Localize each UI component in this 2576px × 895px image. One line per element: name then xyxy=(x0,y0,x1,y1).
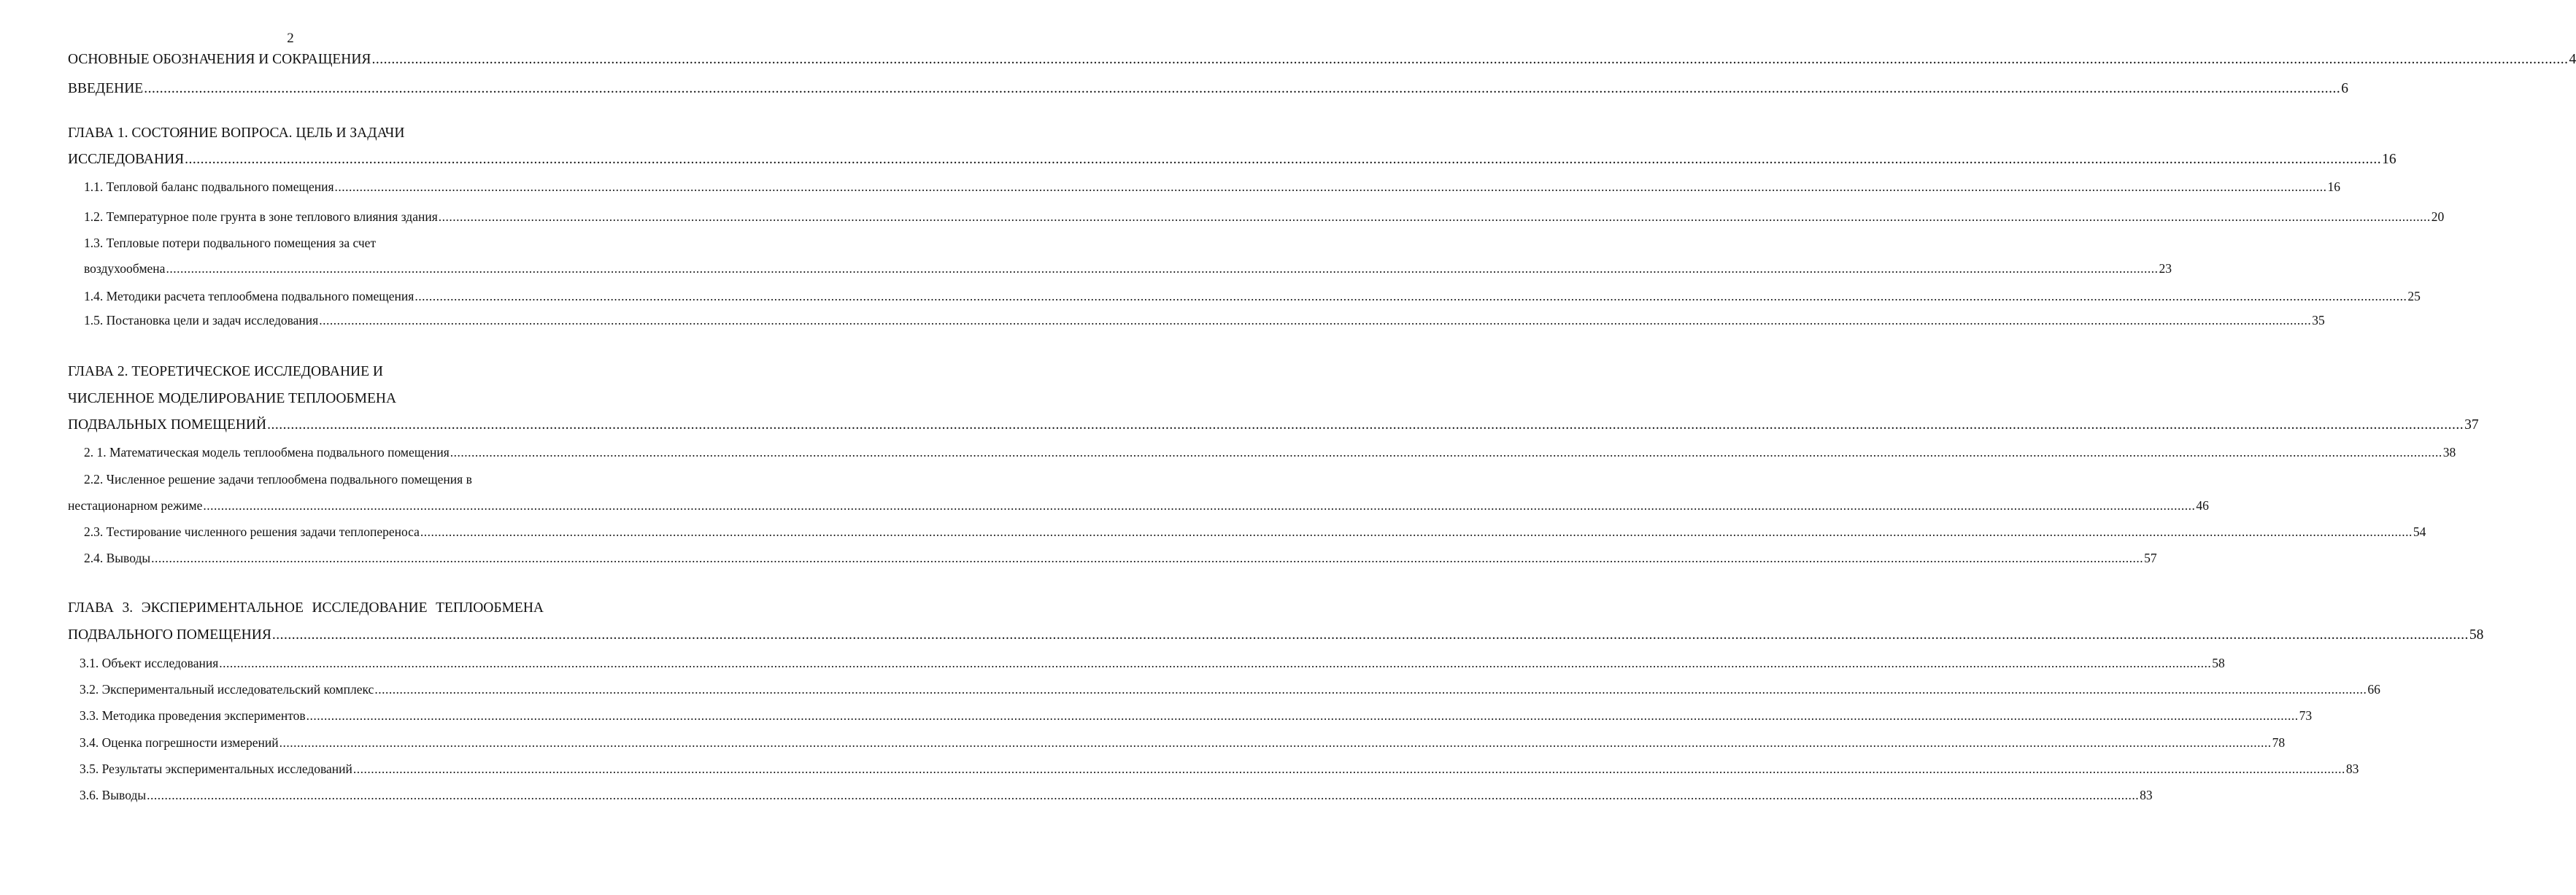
toc-leader-dots: ................................................................................................................................................................................................................................................................................................................................................................................................................................................................................................................................................................................ xyxy=(267,417,2464,433)
toc-leader-dots: ................................................................................................................................................................................................................................................................................................................................................................................................................................................................................................................................................................................ xyxy=(203,498,2196,513)
toc-entry-title: 2.3. Тестирование численного решения задачи теплопереноса xyxy=(84,524,420,539)
toc-entry-page: 37 xyxy=(2464,417,2479,433)
toc-entry-page: 6 xyxy=(2341,81,2348,96)
toc-leader-dots: ................................................................................................................................................................................................................................................................................................................................................................................................................................................................................................................................................................................ xyxy=(319,313,2312,328)
toc-entry-1-1 xyxy=(84,178,2341,195)
toc-entry-chapter-3 xyxy=(68,627,2484,644)
toc-leader-dots: ................................................................................................................................................................................................................................................................................................................................................................................................................................................................................................................................................................................ xyxy=(166,261,2159,276)
toc-entry-1-2 xyxy=(84,208,2445,225)
toc-entry-page: 58 xyxy=(2212,656,2225,670)
toc-entry-chapter-2 xyxy=(68,416,2479,434)
toc-leader-dots: ................................................................................................................................................................................................................................................................................................................................................................................................................................................................................................................................................................................ xyxy=(438,209,2431,224)
toc-entry-title: 3.6. Выводы xyxy=(80,788,147,802)
toc-entry-page: 16 xyxy=(2382,152,2396,167)
toc-entry-2-4 xyxy=(84,549,2157,567)
toc-entry-3-6 xyxy=(80,786,2153,804)
toc-leader-dots: ................................................................................................................................................................................................................................................................................................................................................................................................................................................................................................................................................................................ xyxy=(306,708,2299,723)
toc-entry-3-3 xyxy=(80,707,2313,724)
toc-entry-chapter-1 xyxy=(68,151,2396,168)
toc-entry-page: 35 xyxy=(2312,313,2325,328)
toc-leader-dots: ................................................................................................................................................................................................................................................................................................................................................................................................................................................................................................................................................................................ xyxy=(271,627,2469,643)
toc-entry-title: 1.1. Тепловой баланс подвального помещения xyxy=(84,179,334,194)
chapter-2-title-line2: ЧИСЛЕННОЕ МОДЕЛИРОВАНИЕ ТЕПЛООБМЕНА xyxy=(68,391,397,406)
toc-entry-title: ПОДВАЛЬНОГО ПОМЕЩЕНИЯ xyxy=(68,627,271,643)
toc-entry-page: 73 xyxy=(2299,708,2313,723)
toc-entry-title: 3.5. Результаты экспериментальных исследований xyxy=(80,762,352,776)
toc-entry-title: 1.5. Постановка цели и задач исследования xyxy=(84,313,319,328)
toc-entry-title: ВВЕДЕНИЕ xyxy=(68,81,144,96)
toc-entry-title: 3.4. Оценка погрешности измерений xyxy=(80,735,279,750)
toc-entry-page: 83 xyxy=(2140,788,2153,802)
toc-leader-dots: ................................................................................................................................................................................................................................................................................................................................................................................................................................................................................................................................................................................ xyxy=(185,152,2382,167)
toc-entry-page: 16 xyxy=(2327,179,2341,194)
chapter-2-title-line1: ГЛАВА 2. ТЕОРЕТИЧЕСКОЕ ИССЛЕДОВАНИЕ И xyxy=(68,364,384,379)
toc-leader-dots: ................................................................................................................................................................................................................................................................................................................................................................................................................................................................................................................................................................................ xyxy=(151,551,2144,565)
toc-entry-title: 2. 1. Математическая модель теплообмена подвального помещения xyxy=(84,445,450,460)
toc-entry-page: 57 xyxy=(2144,551,2157,565)
toc-leader-dots: ................................................................................................................................................................................................................................................................................................................................................................................................................................................................................................................................................................................ xyxy=(420,524,2413,539)
toc-entry-page: 66 xyxy=(2367,682,2380,697)
toc-entry-page: 83 xyxy=(2345,762,2359,776)
toc-entry-2-1 xyxy=(84,443,2456,461)
toc-entry-title: 2.4. Выводы xyxy=(84,551,151,565)
toc-entry-3-4 xyxy=(80,734,2286,751)
page-number: 2 xyxy=(287,31,294,46)
toc-entry-page: 78 xyxy=(2272,735,2286,750)
chapter-3-title-line1: ГЛАВА 3. ЭКСПЕРИМЕНТАЛЬНОЕ ИССЛЕДОВАНИЕ ТЕПЛООБМЕНА xyxy=(68,600,544,616)
toc-entry-page: 23 xyxy=(2159,261,2172,276)
chapter-1-title-line1: ГЛАВА 1. СОСТОЯНИЕ ВОПРОСА. ЦЕЛЬ И ЗАДАЧИ xyxy=(68,125,405,141)
toc-entry-3-1 xyxy=(80,654,2225,672)
toc-entry-1-5 xyxy=(84,311,2325,329)
toc-entry-title: 3.1. Объект исследования xyxy=(80,656,219,670)
toc-entry-page: 4 xyxy=(2569,52,2576,67)
toc-entry-introduction xyxy=(68,80,2348,98)
toc-entry-page: 20 xyxy=(2431,209,2445,224)
toc-leader-dots: ................................................................................................................................................................................................................................................................................................................................................................................................................................................................................................................................................................................ xyxy=(374,682,2367,697)
toc-leader-dots: ................................................................................................................................................................................................................................................................................................................................................................................................................................................................................................................................................................................ xyxy=(144,81,2341,96)
toc-leader-dots: ................................................................................................................................................................................................................................................................................................................................................................................................................................................................................................................................................................................ xyxy=(371,52,2569,67)
toc-entry-1-3-line1: 1.3. Тепловые потери подвального помещения за счет xyxy=(84,236,377,250)
toc-leader-dots: ................................................................................................................................................................................................................................................................................................................................................................................................................................................................................................................................................................................ xyxy=(279,735,2272,750)
toc-entry-3-5 xyxy=(80,760,2359,778)
toc-entry-title: ОСНОВНЫЕ ОБОЗНАЧЕНИЯ И СОКРАЩЕНИЯ xyxy=(68,52,371,67)
toc-leader-dots: ................................................................................................................................................................................................................................................................................................................................................................................................................................................................................................................................................................................ xyxy=(147,788,2140,802)
toc-leader-dots: ................................................................................................................................................................................................................................................................................................................................................................................................................................................................................................................................................................................ xyxy=(414,289,2407,303)
toc-leader-dots: ................................................................................................................................................................................................................................................................................................................................................................................................................................................................................................................................................................................ xyxy=(219,656,2212,670)
toc-entry-page: 46 xyxy=(2196,498,2209,513)
toc-entry-title: 1.4. Методики расчета теплообмена подвального помещения xyxy=(84,289,414,303)
toc-entry-2-3 xyxy=(84,523,2426,541)
toc-entry-page: 58 xyxy=(2469,627,2484,643)
toc-leader-dots: ................................................................................................................................................................................................................................................................................................................................................................................................................................................................................................................................................................................ xyxy=(352,762,2345,776)
toc-entry-2-2 xyxy=(68,497,2209,514)
toc-leader-dots: ................................................................................................................................................................................................................................................................................................................................................................................................................................................................................................................................................................................ xyxy=(334,179,2327,194)
toc-entry-title: 3.3. Методика проведения экспериментов xyxy=(80,708,306,723)
toc-entry-abbreviations xyxy=(68,51,2576,69)
toc-entry-title: 1.2. Температурное поле грунта в зоне теплового влияния здания xyxy=(84,209,438,224)
toc-entry-page: 38 xyxy=(2442,445,2456,460)
toc-entry-1-3 xyxy=(84,260,2172,277)
toc-leader-dots: ................................................................................................................................................................................................................................................................................................................................................................................................................................................................................................................................................................................ xyxy=(450,445,2442,460)
toc-entry-title: воздухообмена xyxy=(84,261,166,276)
toc-entry-page: 25 xyxy=(2407,289,2421,303)
toc-entry-title: ПОДВАЛЬНЫХ ПОМЕЩЕНИЙ xyxy=(68,417,267,433)
toc-entry-3-2 xyxy=(80,681,2380,698)
toc-entry-1-4 xyxy=(84,287,2421,305)
toc-entry-title: 3.2. Экспериментальный исследовательский комплекс xyxy=(80,682,374,697)
toc-entry-title: ИССЛЕДОВАНИЯ xyxy=(68,152,185,167)
toc-entry-2-2-line1: 2.2. Численное решение задачи теплообмена подвального помещения в xyxy=(84,472,472,487)
toc-entry-page: 54 xyxy=(2413,524,2426,539)
toc-entry-title: нестационарном режиме xyxy=(68,498,203,513)
